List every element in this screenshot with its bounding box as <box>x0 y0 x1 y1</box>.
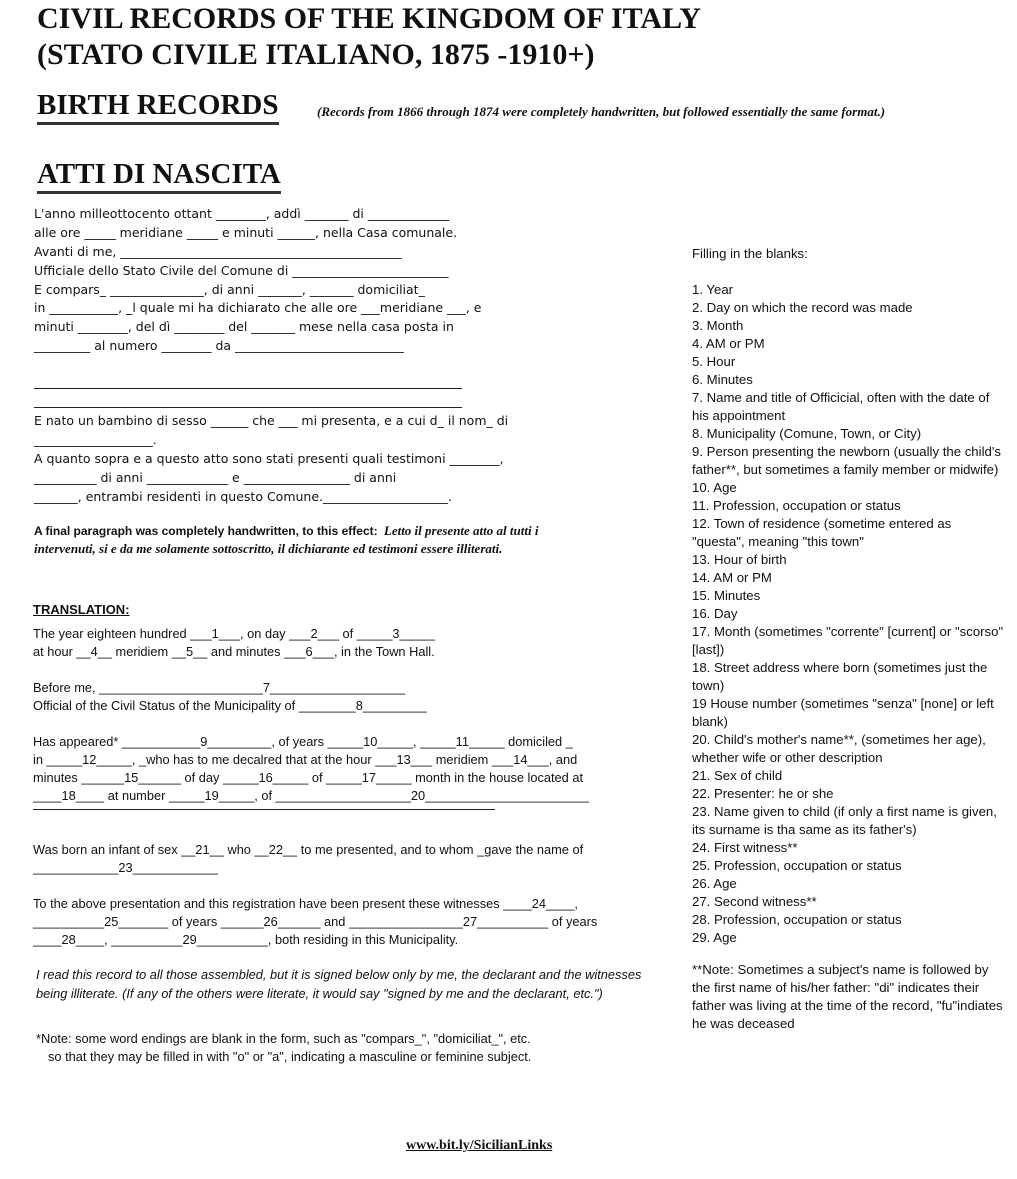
list-item: 23. Name given to child (if only a first name is given, its surname is tha same as its father's) <box>692 804 997 837</box>
witness-line: A quanto sopra e a questo atto sono stati presenti quali testimoni ________, <box>34 450 504 466</box>
sex-line: E nato un bambino di sesso ______ che ___ mi presenta, e a cui d_ il nom_ di <box>34 413 509 429</box>
list-item: 10. Age <box>692 480 737 495</box>
father-name-note: **Note: Sometimes a subject's name is followed by the first name of his/her father: "di" indicates their father was living at the time of the record, "fu"indiates he was deceased <box>692 962 1003 1031</box>
list-item: 24. First witness** <box>692 840 798 855</box>
filling-blanks-list <box>692 281 1007 947</box>
translation-line: Before me, _______________________7___________________ <box>33 680 406 695</box>
translation-line: Has appeared* ___________9_________, of years _____10_____, _____11_____ domiciled _ <box>33 734 573 749</box>
list-item: 5. Hour <box>692 354 736 369</box>
title-line-2: (STATO CIVILE ITALIANO, 1875 -1910+) <box>37 38 595 71</box>
form-line: alle ore _____ meridiane _____ e minuti ______, nella Casa comunale. <box>34 224 458 240</box>
translation-block-3 <box>33 733 653 810</box>
birth-records-heading: BIRTH RECORDS <box>37 88 279 125</box>
note-line: *Note: some word endings are blank in the form, such as "compars_", "domiciliat_", etc. <box>36 1031 531 1046</box>
translation-heading: TRANSLATION: <box>33 602 130 617</box>
translation-line: minutes ______15______ of day _____16_____ of _____17_____ month in the house located at <box>33 770 584 785</box>
list-item: 15. Minutes <box>692 588 761 603</box>
birth-records-note: (Records from 1866 through 1874 were completely handwritten, but followed essentially the same format.) <box>317 104 886 119</box>
final-paragraph <box>34 522 554 558</box>
form-line: E compars_ _______________, di anni _______, _______ domiciliat_ <box>34 281 425 297</box>
form-line: Ufficiale dello Stato Civile del Comune di _________________________ <box>34 262 449 278</box>
list-item: 11. Profession, occupation or status <box>692 498 901 513</box>
translation-block-1 <box>33 625 653 661</box>
word-ending-note <box>36 1030 656 1066</box>
list-item: 3. Month <box>692 318 744 333</box>
list-item: 2. Day on which the record was made <box>692 300 913 315</box>
list-item: 7. Name and title of Officicial, often with the date of his appointment <box>692 390 990 423</box>
list-item: 29. Age <box>692 930 737 945</box>
closing-note: I read this record to all those assembled, but it is signed below only by me, the declarant and the witnesses being illiterate. (If any of the others were literate, it would say "signed by me and the declarant, etc.") <box>36 967 642 1001</box>
translation-line: in _____12_____, _who has to me decalred that at the hour ___13___ meridiem ___14___, and <box>33 752 578 767</box>
form-line: L'anno milleottocento ottant ________, addì _______ di _____________ <box>34 206 450 221</box>
list-item: 25. Profession, occupation or status <box>692 858 902 873</box>
list-item: 22. Presenter: he or she <box>692 786 834 801</box>
blank-rule <box>33 809 495 810</box>
atti-di-nascita-heading: ATTI DI NASCITA <box>37 157 281 194</box>
list-item: 1. Year <box>692 282 734 297</box>
note-line: so that they may be filled in with "o" or "a", indicating a masculine or feminine subject. <box>48 1049 532 1064</box>
form-line: Avanti di me, _____________________________________________ <box>34 243 402 259</box>
translation-block-2 <box>33 679 653 715</box>
list-item: 13. Hour of birth <box>692 552 787 567</box>
witness-line: _______, entrambi residenti in questo Comune.____________________. <box>34 488 452 504</box>
translation-line: at hour __4__ meridiem __5__ and minutes ___6___, in the Town Hall. <box>33 644 435 659</box>
list-item: 26. Age <box>692 876 737 891</box>
list-item: 6. Minutes <box>692 372 753 387</box>
form-line: minuti ________, del dì ________ del _______ mese nella casa posta in <box>34 319 454 335</box>
translation-line: ____28____, __________29__________, both residing in this Municipality. <box>33 932 459 947</box>
final-paragraph-lead: A final paragraph was completely handwritten, to this effect: <box>34 524 378 538</box>
filling-blanks-panel <box>692 245 1007 1033</box>
list-item: 9. Person presenting the newborn (usually the child's father**, but sometimes a family member or midwife) <box>692 444 1001 477</box>
translation-line: ____________23____________ <box>33 860 219 875</box>
translation-line: ____18____ at number _____19_____, of ___________________20_______________________ <box>33 788 589 803</box>
list-item: 19 House number (sometimes "senza" [none] or left blank) <box>692 696 994 729</box>
list-item: 27. Second witness** <box>692 894 817 909</box>
list-item: 8. Municipality (Comune, Town, or City) <box>692 426 922 441</box>
title-line-1: CIVIL RECORDS OF THE KINGDOM OF ITALY <box>37 2 701 35</box>
form-line: _________ al numero ________ da ___________________________ <box>34 338 404 354</box>
italian-form <box>34 205 554 507</box>
list-item: 28. Profession, occupation or status <box>692 912 902 927</box>
filling-blanks-heading: Filling in the blanks: <box>692 246 808 261</box>
witness-line: __________ di anni _____________ e _________________ di anni <box>34 469 397 485</box>
list-item: 12. Town of residence (sometime entered as "questa", meaning "this town" <box>692 516 952 549</box>
list-item: 16. Day <box>692 606 738 621</box>
list-item: 14. AM or PM <box>692 570 772 585</box>
translation-block-5 <box>33 895 653 949</box>
sex-line-2: ___________________. <box>34 432 157 448</box>
footer-link[interactable]: www.bit.ly/SicilianLinks <box>406 1138 553 1153</box>
translation-line: The year eighteen hundred ___1___, on day ___2___ of _____3_____ <box>33 626 436 641</box>
form-line: in ___________, _l quale mi ha dichiarato che alle ore ___meridiane ___, e <box>34 300 482 316</box>
final-paragraph-italic: Letto il presente atto al tutti i intervenuti, si e da me solamente sottoscritto, il dichiarante ed testimoni essere illiterati. <box>34 523 539 556</box>
translation-block-4 <box>33 841 653 877</box>
list-item: 17. Month (sometimes "corrente" [current] or "scorso" [last]) <box>692 624 1004 657</box>
translation-line: To the above presentation and this registration have been present these witnesses ____24____, <box>33 896 578 911</box>
translation-line: Was born an infant of sex __21__ who __22__ to me presented, and to whom _gave the name of <box>33 842 584 857</box>
translation-line: __________25_______ of years ______26______ and ________________27__________ of years <box>33 914 598 929</box>
list-item: 4. AM or PM <box>692 336 765 351</box>
translation-line: Official of the Civil Status of the Municipality of ________8_________ <box>33 698 427 713</box>
list-item: 18. Street address where born (sometimes just the town) <box>692 660 988 693</box>
list-item: 21. Sex of child <box>692 768 783 783</box>
list-item: 20. Child's mother's name**, (sometimes her age), whether wife or other description <box>692 732 986 765</box>
